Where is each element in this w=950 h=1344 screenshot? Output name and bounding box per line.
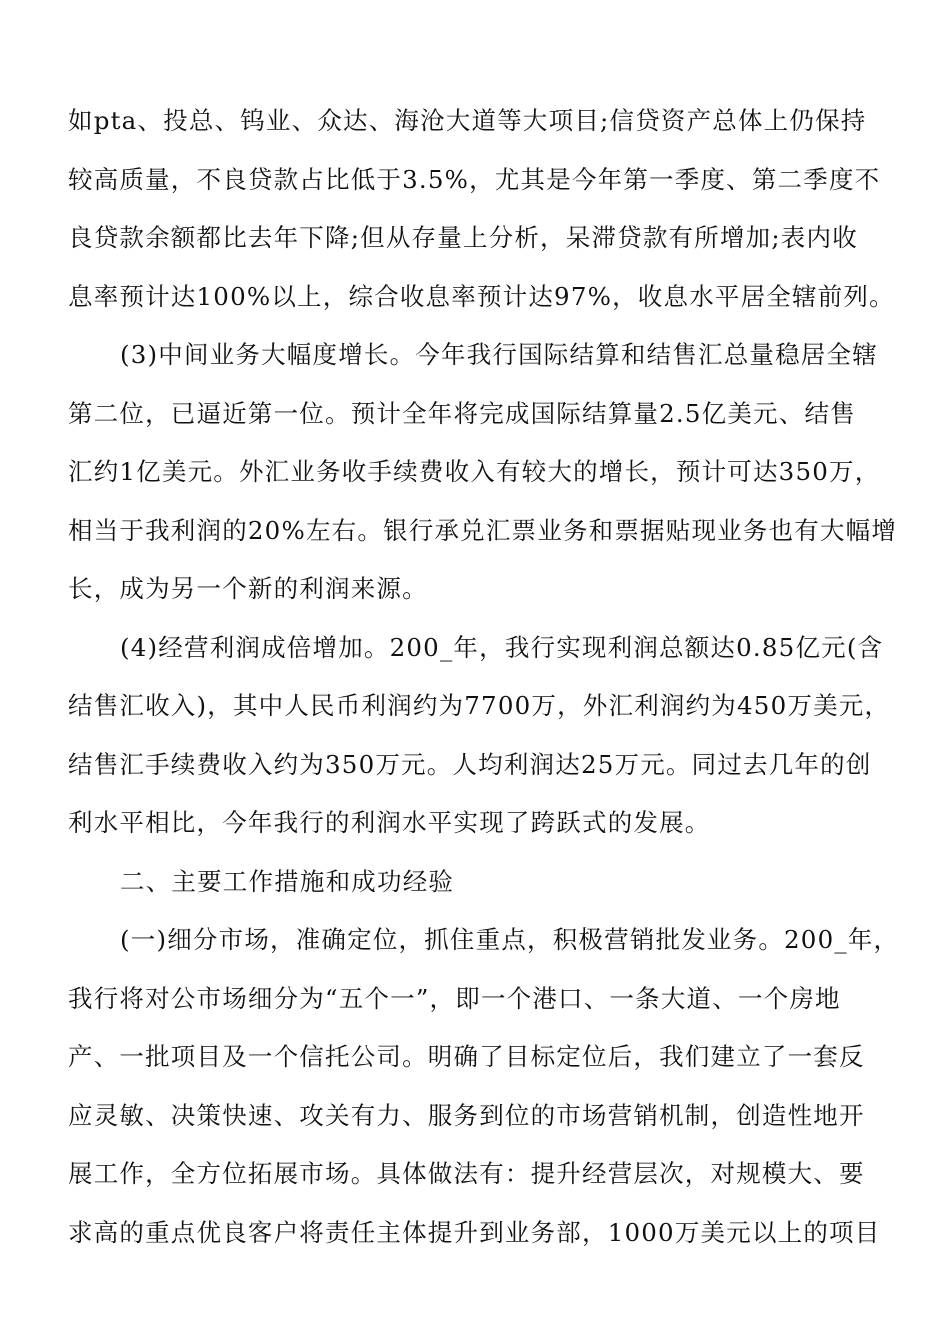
text-line: 结售汇收入)，其中人民币利润约为7700万，外汇利润约为450万美元， [68, 691, 891, 720]
text-line: 相当于我利润的20%左右。银行承兑汇票业务和票据贴现业务也有大幅增 [68, 515, 898, 545]
text-line: 如pta、投总、钨业、众达、海沧大道等大项目;信贷资产总体上仍保持 [68, 106, 867, 135]
paragraph-start-line: (一)细分市场，准确定位，抓住重点，积极营销批发业务。200_年， [120, 925, 900, 954]
text-line: 我行将对公市场细分为“五个一”，即一个港口、一条大道、一个房地 [68, 983, 841, 1013]
section-heading: 二、主要工作措施和成功经验 [120, 866, 455, 896]
text-line: 应灵敏、决策快速、攻关有力、服务到位的市场营销机制，创造性地开 [68, 1100, 865, 1130]
text-line: 展工作，全方位拓展市场。具体做法有：提升经营层次，对规模大、要 [68, 1159, 865, 1188]
text-line: 利水平相比，今年我行的利润水平实现了跨跃式的发展。 [68, 808, 711, 837]
text-line: 产、一批项目及一个信托公司。明确了目标定位后，我们建立了一套反 [68, 1042, 865, 1071]
text-line: 较高质量，不良贷款占比低于3.5%，尤其是今年第一季度、第二季度不 [68, 164, 881, 194]
text-line: 息率预计达100%以上，综合收息率预计达97%，收息水平居全辖前列。 [68, 281, 895, 311]
paragraph-start-line: (3)中间业务大幅度增长。今年我行国际结算和结售汇总量稳居全辖 [120, 340, 878, 369]
text-line: 良贷款余额都比去年下降;但从存量上分析，呆滞贷款有所增加;表内收 [68, 223, 858, 252]
document-body [68, 92, 900, 1262]
paragraph-start-line: (4)经营利润成倍增加。200_年，我行实现利润总额达0.85亿元(含 [120, 632, 884, 662]
text-line: 求高的重点优良客户将责任主体提升到业务部，1000万美元以上的项目 [68, 1217, 881, 1247]
text-line: 长，成为另一个新的利润来源。 [68, 574, 428, 603]
text-line: 汇约1亿美元。外汇业务收手续费收入有较大的增长，预计可达350万， [68, 457, 881, 486]
text-line: 结售汇手续费收入约为350万元。人均利润达25万元。同过去几年的创 [68, 749, 872, 779]
text-line: 第二位，已逼近第一位。预计全年将完成国际结算量2.5亿美元、结售 [68, 398, 856, 428]
